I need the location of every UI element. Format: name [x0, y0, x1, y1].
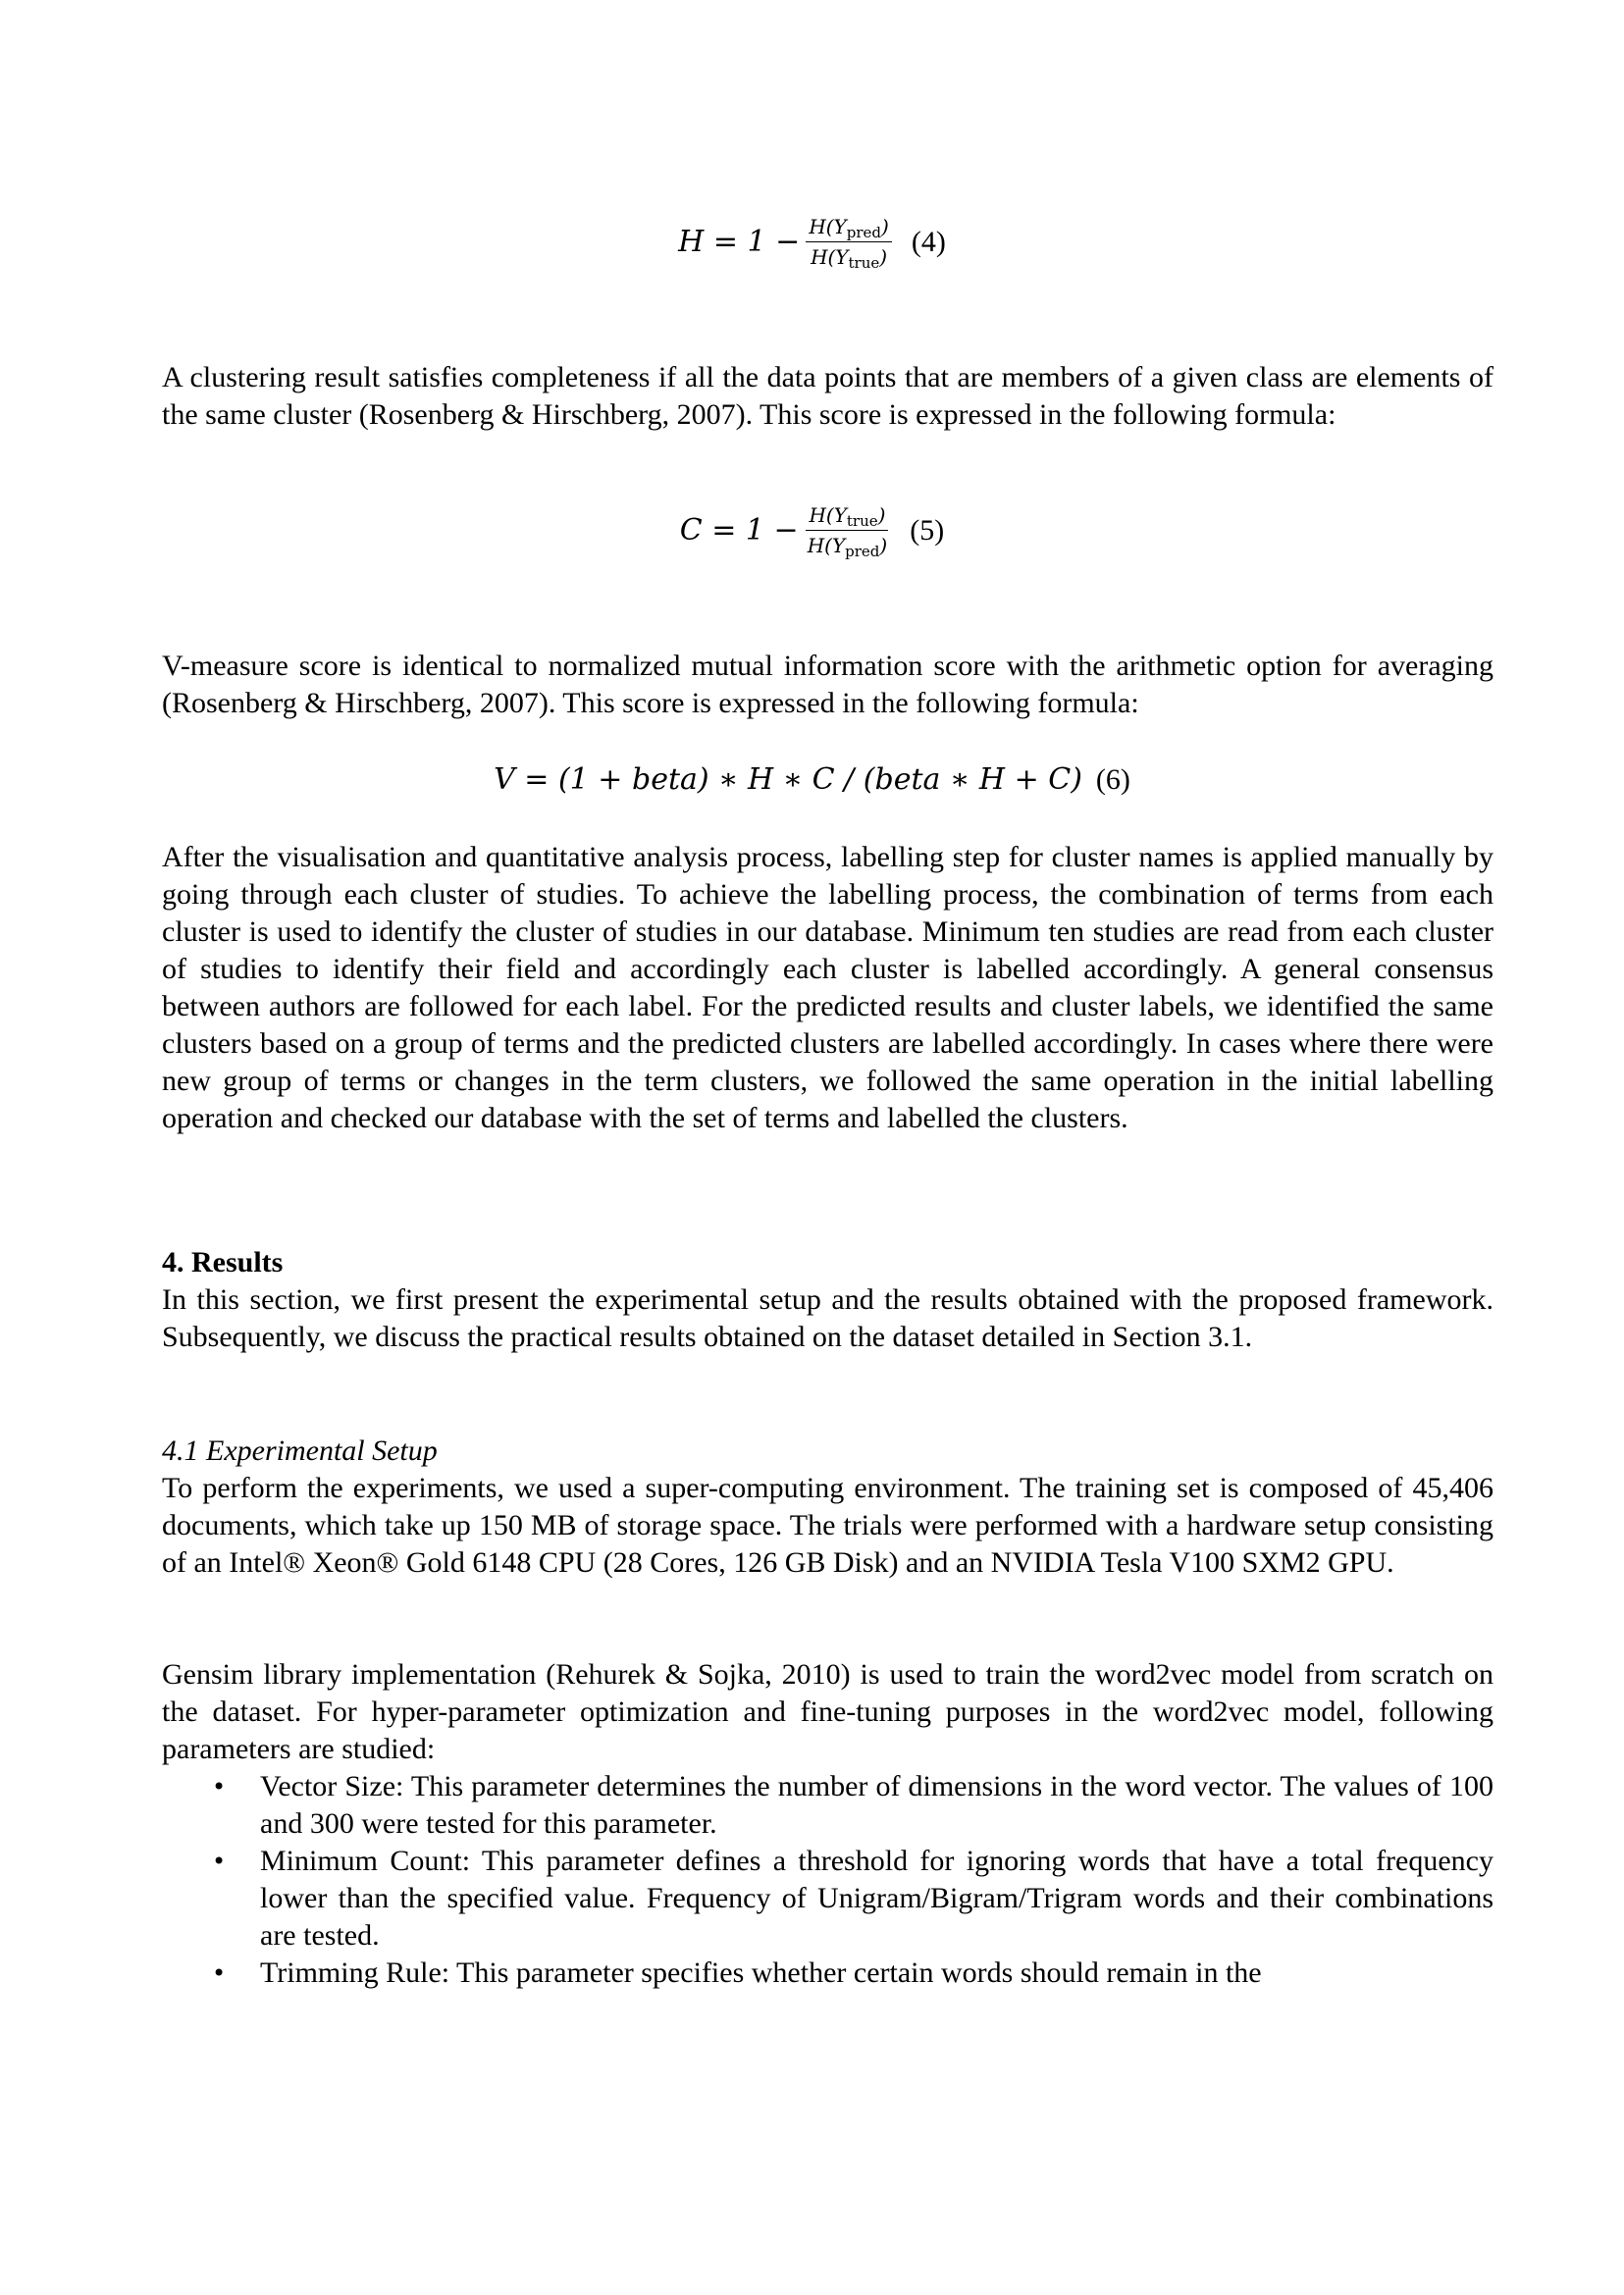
- equation-4-numerator: $H(Y_{pred})$: [806, 214, 892, 242]
- list-item-text: Vector Size: This parameter determines the number of dimensions in the word vector. The values of 100 and 300 were tested for this parameter.: [260, 1770, 1493, 1840]
- equation-5-numerator: $H(Y_{true})$: [806, 502, 888, 531]
- equation-6-number: (6): [1095, 763, 1130, 796]
- gensim-section: [162, 1656, 1493, 1992]
- equation-5-number: (5): [910, 513, 945, 547]
- equation-5-fraction: [805, 502, 891, 558]
- bullet-icon: •: [212, 1773, 227, 1800]
- experimental-setup-section: [162, 1433, 1493, 1582]
- equation-5-lhs: C = 1 −: [679, 512, 799, 548]
- setup-paragraph: To perform the experiments, we used a super-computing environment. The training set is composed of 45,406 documents, which take up 150 MB of storage space. The trials were performed with a hardware setup consisting of an Intel® Xeon® Gold 6148 CPU (28 Cores, 126 GB Disk) and an NVIDIA Tesla V100 SXM2 GPU.: [162, 1472, 1493, 1579]
- completeness-paragraph: A clustering result satisfies completeness if all the data points that are members of a given class are elements of the same cluster (Rosenberg & Hirschberg, 2007). This score is expressed in the following formula:: [162, 361, 1493, 431]
- equation-4-denominator: $H(Y_{true})$: [811, 245, 888, 272]
- list-item: [162, 1843, 1493, 1955]
- equation-4-lhs: H = 1 −: [678, 224, 801, 259]
- list-item-text: Minimum Count: This parameter defines a threshold for ignoring words that have a total frequency lower than the specified value. Frequency of Unigram/Bigram/Trigram words and their combinations are tested.: [260, 1845, 1493, 1952]
- gensim-paragraph: Gensim library implementation (Rehurek & Sojka, 2010) is used to train the word2vec model from scratch on the dataset. For hyper-parameter optimization and fine-tuning purposes in the word2vec model, following parameters are studied:: [162, 1658, 1493, 1765]
- list-item-text: Trimming Rule: This parameter specifies whether certain words should remain in the: [260, 1956, 1262, 1989]
- equation-4: [0, 214, 1624, 270]
- list-item: [162, 1955, 1493, 1992]
- equation-4-fraction: [806, 214, 892, 270]
- results-intro-paragraph: In this section, we first present the experimental setup and the results obtained with the proposed framework. Subsequently, we discuss the practical results obtained on the dataset detailed in Section 3.1.: [162, 1283, 1493, 1353]
- bullet-icon: •: [212, 1848, 227, 1875]
- section-heading: 4. Results: [162, 1246, 284, 1278]
- results-section: [162, 1244, 1493, 1356]
- equation-4-number: (4): [911, 225, 946, 258]
- vmeasure-paragraph: V-measure score is identical to normalized mutual information score with the arithmetic option for averaging (Rosenberg & Hirschberg, 2007). This score is expressed in the following formula:: [162, 650, 1493, 719]
- bullet-icon: •: [212, 1959, 227, 1987]
- equation-5-denominator: $H(Y_{pred})$: [807, 534, 888, 560]
- equation-6-expression: V = (1 + beta) ∗ H ∗ C / (beta ∗ H + C): [494, 762, 1082, 797]
- subsection-heading: 4.1 Experimental Setup: [162, 1434, 438, 1467]
- equation-5: [0, 502, 1624, 558]
- parameter-list: [162, 1768, 1493, 1992]
- labelling-paragraph: After the visualisation and quantitative analysis process, labelling step for cluster names is applied manually by going through each cluster of studies. To achieve the labelling process, the combination of terms from each cluster is used to identify the cluster of studies in our database. Minimum ten studies are read from each cluster of studies to identify their field and accordingly each cluster is labelled accordingly. A general consensus between authors are followed for each label. For the predicted results and cluster labels, we identified the same clusters based on a group of terms and the predicted clusters are labelled accordingly. In cases where there were new group of terms or changes in the term clusters, we followed the same operation in the initial labelling operation and checked our database with the set of terms and labelled the clusters.: [162, 841, 1493, 1134]
- equation-6: [0, 761, 1624, 799]
- list-item: [162, 1768, 1493, 1843]
